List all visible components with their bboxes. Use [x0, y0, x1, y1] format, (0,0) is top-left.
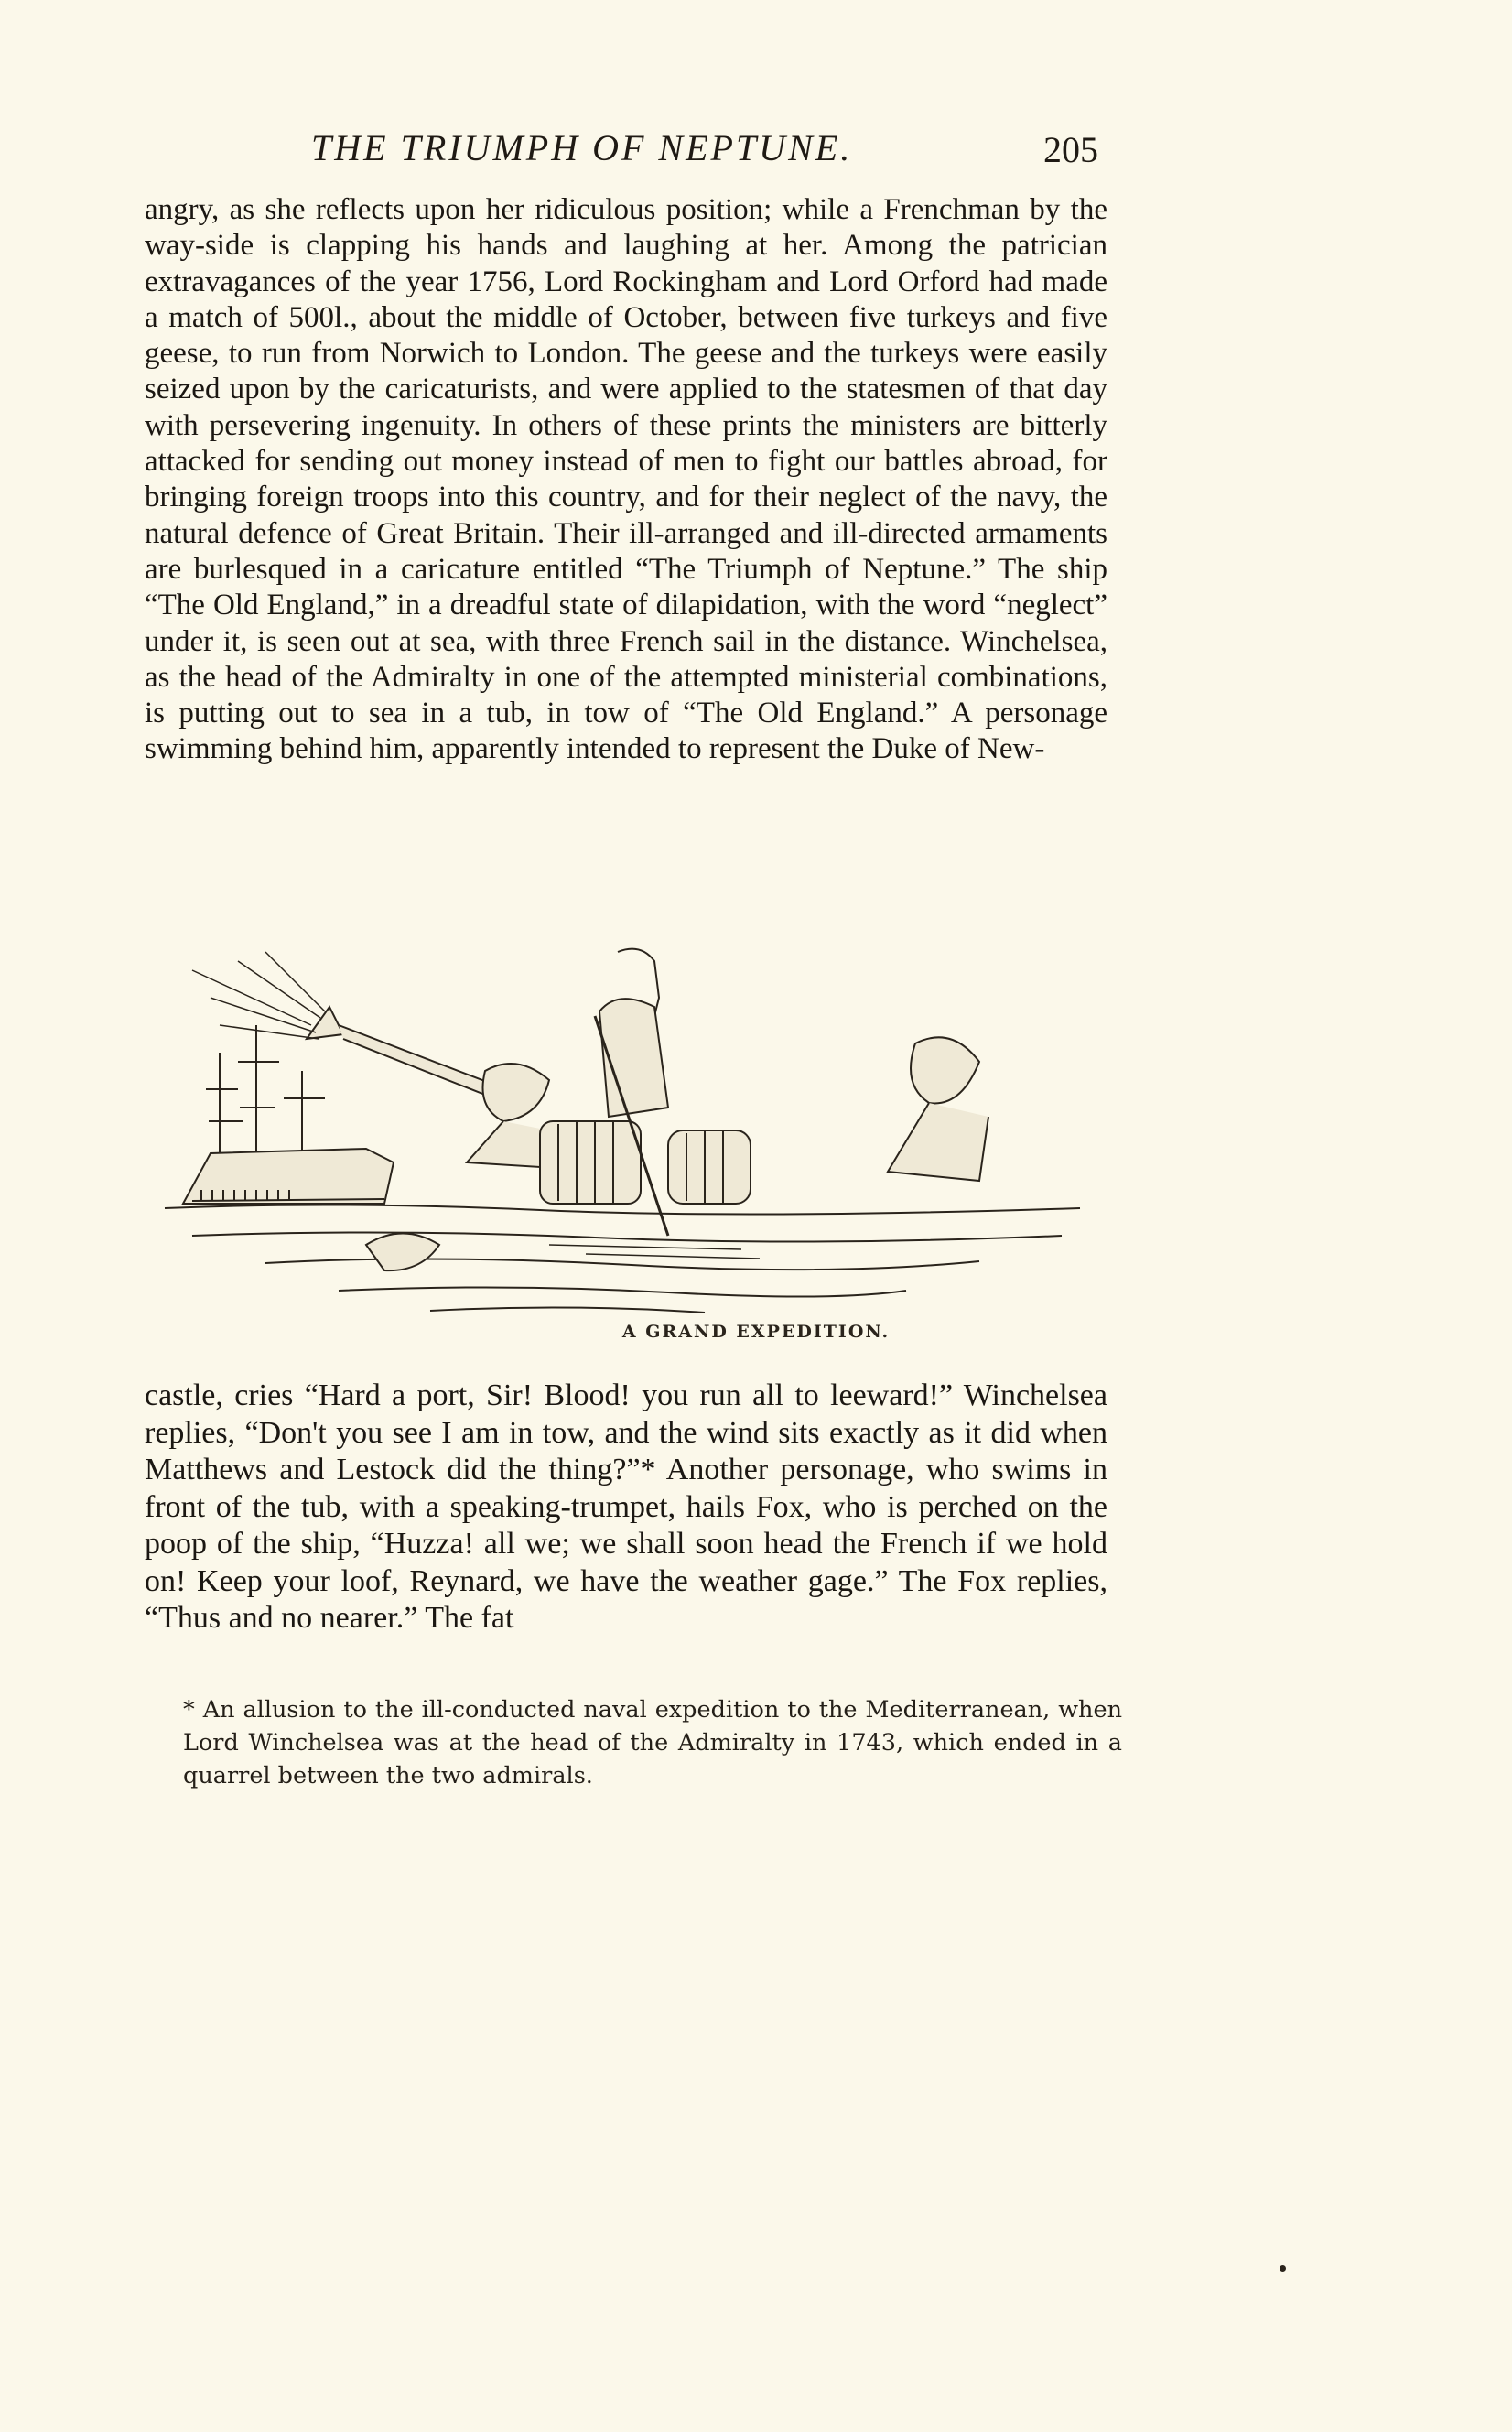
footnote: * An allusion to the ill-conducted naval expedition to the Mediterranean, when Lord Winchelsea was at the head of the Admiralty in 1743, which ended in a quarrel between the two admirals. [183, 1696, 1122, 1789]
engraving-grand-expedition [156, 934, 1089, 1327]
stray-ink-dot [1280, 2265, 1286, 2272]
body-paragraph-top: angry, as she reflects upon her ridiculous position; while a Frenchman by the way-side is clapping his hands and laughing at her. Among the patrician extravagances of the year 1756, Lord Rockingham and Lord Orford had made a match of 500l., about the middle of October, between five turkeys and five geese, to run from Norwich to London. The geese and the turkeys were easily seized upon by the caricaturists, and were applied to the statesmen of that day with persevering ingenuity. In others of these prints the ministers are bitterly attacked for sending out money instead of men to fight our battles abroad, for bringing foreign troops into this country, and for their neglect of the navy, the natural defence of Great Britain. Their ill-arranged and ill-directed armaments are burlesqued in a caricature entitled “The Triumph of Neptune.” The ship “The Old England,” in a dreadful state of dilapidation, with the word “neglect” under it, is seen out at sea, with three French sail in the distance. Winchelsea, as the head of the Admiralty in one of the attempted ministerial combinations, is putting out to sea in a tub, in tow of “The Old England.” A personage swimming behind him, apparently intended to represent the Duke of New- [145, 193, 1107, 766]
body-paragraph-bottom: castle, cries “Hard a port, Sir! Blood! you run all to leeward!” Winchelsea replies, “Don't you see I am in tow, and the wind sits exactly as it did when Matthews and Lestock did the thing?”* Another personage, who swims in front of the tub, with a speaking-trumpet, hails Fox, who is perched on the poop of the ship, “Huzza! all we; we shall soon head the French if we hold on! Keep your loof, Reynard, we have the weather gage.” The Fox replies, “Thus and no nearer.” The fat [145, 1378, 1107, 1635]
page-number: 205 [1043, 129, 1098, 170]
figure-caption: A GRAND EXPEDITION. [621, 1322, 891, 1342]
running-head: THE TRIUMPH OF NEPTUNE. [311, 127, 853, 168]
